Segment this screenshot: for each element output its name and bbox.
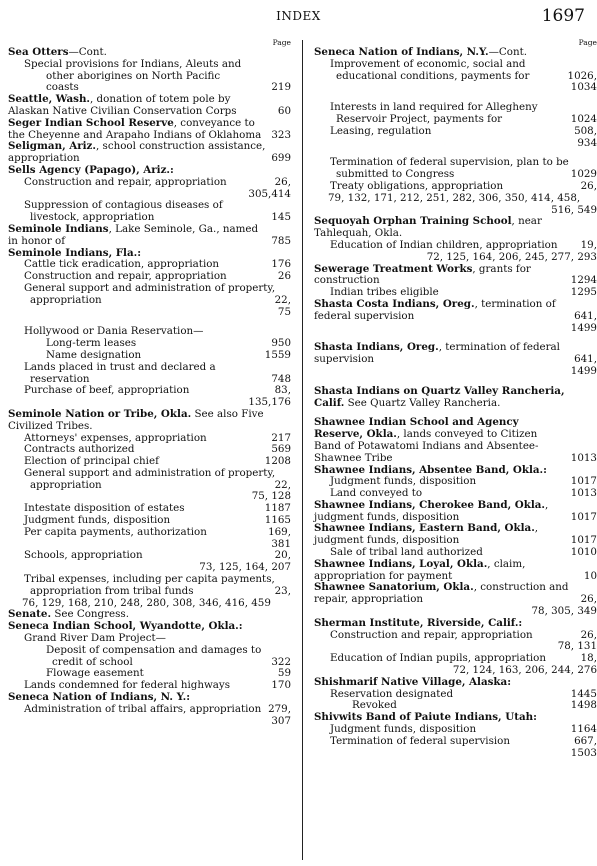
entry-text: [314, 582, 577, 606]
entry-heading: Sea Otters: [8, 46, 69, 58]
entry-page-ref: 135,176: [248, 396, 291, 409]
entry-description: , Lake Seminole, Ga., named in honor of: [8, 222, 259, 247]
entry-description: Long-term leases: [46, 337, 137, 350]
entry-page-ref: 1498: [570, 699, 597, 712]
entry-heading: Shasta Costa Indians, Oreg.: [314, 297, 475, 310]
entry-page-ref: 1445: [570, 687, 597, 700]
index-entry: [314, 748, 597, 760]
entry-description: General support and administration of property, appropriation: [24, 281, 276, 306]
entry-heading: Seneca Indian School, Wyandotte, Okla.:: [8, 620, 243, 633]
index-entry: [8, 94, 291, 118]
index-entry: [8, 527, 291, 539]
entry-description: Construction and repair, appropriation: [24, 270, 227, 283]
entry-description: coasts: [46, 81, 79, 94]
index-entry: [314, 126, 597, 138]
entry-description: Intestate disposition of estates: [24, 502, 185, 515]
index-entry: [314, 82, 597, 94]
entry-description: Lands placed in trust and declared a reservation: [24, 360, 216, 385]
entry-description: Termination of federal supervision, plan to be submitted to Congress: [330, 156, 569, 181]
entry-heading: Shawnee Indians, Eastern Band, Okla.: [314, 522, 535, 535]
entry-description: , construction and repair, appropriation: [314, 581, 569, 606]
entry-text: [24, 175, 277, 189]
entry-text: [24, 702, 270, 716]
index-entry: [314, 193, 597, 205]
entry-description: Sale of tribal land authorized: [330, 546, 483, 559]
entry-description: Lands condemned for federal highways: [24, 679, 231, 692]
entry-description: Leasing, regulation: [330, 124, 432, 137]
index-entry: [8, 409, 291, 433]
entry-description: Election of principal chief: [24, 455, 159, 468]
entry-description: 79, 132, 171, 212, 251, 282, 306, 350, 414, 458,: [328, 191, 581, 204]
entry-description: Improvement of economic, social and educational conditions, payments for: [330, 57, 530, 82]
index-entry: [8, 362, 291, 386]
index-entry: [314, 299, 597, 323]
entry-page-ref: 950: [271, 337, 291, 350]
index-entry: [8, 118, 291, 142]
entry-heading: Shawnee Indians, Absentee Band, Okla.:: [314, 463, 547, 476]
entry-description: , near Tahlequah, Okla.: [314, 215, 542, 240]
entry-page-ref: 72, 125, 164, 206, 245, 277, 293: [426, 250, 597, 263]
entry-heading: Shawnee Sanatorium, Okla.: [314, 581, 474, 594]
entry-text: [330, 101, 573, 126]
index-entry: [8, 177, 291, 189]
entry-description: , school construction assistance, appropriation: [8, 140, 266, 165]
entry-description: 76, 129, 168, 210, 248, 280, 308, 346, 416, 459: [22, 596, 271, 609]
entry-description: Hollywood or Dania Reservation—: [24, 325, 204, 338]
entry-page-ref: 1024: [570, 112, 597, 125]
index-entry: [314, 59, 597, 83]
entry-heading: Sequoyah Orphan Training School: [314, 215, 512, 228]
entry-page-ref: 26,: [580, 593, 597, 606]
entry-text: [8, 224, 267, 248]
entry-description: Special provisions for Indians, Aleuts and: [24, 57, 242, 70]
entry-description: See also Five Civilized Tribes.: [8, 407, 264, 432]
entry-text: [46, 69, 287, 83]
index-entry: [314, 523, 597, 547]
entry-description: , claim, appropriation for payment: [314, 557, 526, 582]
entry-text: [24, 466, 277, 492]
entry-text: [314, 417, 567, 464]
entry-page-ref: 26: [277, 270, 291, 283]
index-entry: [314, 157, 597, 181]
entry-page-ref: 59: [277, 667, 291, 680]
entry-text: [314, 500, 567, 524]
entry-page-ref: 145: [271, 211, 291, 224]
index-entry: [314, 264, 597, 288]
entry-page-ref: 26,: [580, 628, 597, 641]
entry-description: —Cont.: [488, 46, 528, 58]
entry-page-ref: 1013: [570, 487, 597, 500]
entry-page-ref: 1010: [570, 546, 597, 559]
entry-text: [330, 156, 573, 181]
index-entry: [8, 224, 291, 248]
entry-page-ref: 1187: [264, 502, 291, 515]
entry-page-ref: 1164: [570, 723, 597, 736]
index-entry: [314, 736, 597, 748]
entry-description: Contracts authorized: [24, 443, 135, 456]
entry-page-ref: 785: [271, 234, 291, 247]
index-entry: [314, 366, 597, 378]
entry-page-ref: 699: [271, 152, 291, 165]
entry-page-ref: 26,: [580, 179, 597, 192]
entry-description: , grants for construction: [314, 262, 531, 287]
entry-page-ref: 78, 305, 349: [531, 605, 597, 618]
index-entry: [314, 216, 597, 240]
entry-heading: Shasta Indians, Oreg.: [314, 341, 439, 354]
index-entry: [314, 500, 597, 524]
entry-page-ref: 1165: [264, 514, 291, 527]
index-entry: [8, 574, 291, 598]
entry-text: [330, 734, 576, 748]
entry-page-ref: 1026,: [567, 69, 597, 82]
entry-page-ref: 26,: [274, 175, 291, 188]
index-entry: [8, 704, 291, 716]
entry-page-ref: 83,: [274, 384, 291, 397]
entry-page-ref: 667,: [574, 734, 597, 747]
entry-page-ref: 1013: [570, 451, 597, 464]
entry-description: Grand River Dam Project—: [24, 632, 166, 645]
entry-description: Judgment funds, disposition: [330, 723, 477, 736]
index-entry: [314, 417, 597, 464]
entry-page-ref: 18,: [580, 652, 597, 665]
entry-page-ref: 22,: [274, 293, 291, 306]
index-entry: [8, 141, 291, 165]
entry-page-ref: 934: [577, 136, 597, 149]
entry-page-ref: 60: [277, 104, 291, 117]
entry-page-ref: 305,414: [248, 187, 291, 200]
entry-page-ref: 1017: [570, 534, 597, 547]
entry-heading: Seminole Indians, Fla.:: [8, 246, 142, 259]
entry-description: Interests in land required for Allegheny Reservoir Project, payments for: [330, 101, 538, 125]
entry-description: Cattle tick eradication, appropriation: [24, 258, 220, 271]
entry-description: Administration of tribal affairs, appropriation: [24, 702, 262, 715]
entry-description: Construction and repair, appropriation: [24, 175, 227, 188]
entry-page-ref: 22,: [274, 478, 291, 491]
entry-text: [314, 342, 570, 366]
entry-description: Reservation designated: [330, 687, 454, 700]
entry-description: Tribal expenses, including per capita payments, appropriation from tribal funds: [24, 573, 275, 597]
entry-page-ref: 1029: [570, 168, 597, 181]
entry-description: Suppression of contagious diseases of livestock, appropriation: [24, 199, 223, 224]
entry-page-ref: 19,: [580, 238, 597, 251]
entry-text: [314, 216, 593, 240]
entry-page-ref: 72, 124, 163, 206, 244, 276: [452, 664, 597, 677]
index-entry: [314, 559, 597, 583]
index-entry: [314, 630, 597, 642]
entry-text: [46, 643, 273, 669]
entry-description: Termination of federal supervision: [330, 734, 510, 747]
entry-heading: Sewerage Treatment Works: [314, 262, 473, 275]
entry-page-ref: 169,: [268, 525, 291, 538]
entry-description: Deposit of compensation and damages to credit of school: [46, 643, 262, 668]
entry-text: [8, 118, 267, 142]
entry-description: Education of Indian pupils, appropriation: [330, 652, 546, 665]
entry-page-ref: 516, 549: [551, 203, 597, 216]
entry-page-ref: 1034: [570, 81, 597, 94]
entry-description: See Congress.: [51, 608, 129, 621]
entry-description: , lands conveyed to Citizen Band of Potawatomi Indians and Absentee-Shawnee Tribe: [314, 428, 539, 464]
index-entry: [314, 323, 597, 335]
entry-description: , termination of federal supervision: [314, 341, 560, 366]
index-entry: [314, 240, 597, 252]
entry-page-ref: 78, 131: [557, 640, 597, 653]
index-column-left: [8, 38, 291, 727]
entry-text: [24, 573, 277, 598]
entry-text: [314, 559, 580, 583]
entry-text: [314, 264, 567, 288]
index-entry: [8, 307, 291, 319]
entry-page-ref: 322: [271, 655, 291, 668]
entry-heading: Senate.: [8, 608, 52, 621]
entry-page-ref: 10: [583, 569, 597, 582]
index-entry: [8, 716, 291, 728]
entry-heading: Shivwits Band of Paiute Indians, Utah:: [314, 711, 537, 724]
entry-text: [330, 628, 583, 642]
entry-description: Name designation: [46, 348, 142, 361]
entry-description: , termination of federal supervision: [314, 297, 556, 322]
entry-heading: Seneca Nation of Indians, N.Y.: [314, 46, 489, 58]
entry-page-ref: 217: [271, 431, 291, 444]
entry-page-ref: 1295: [570, 286, 597, 299]
entry-page-ref: 569: [271, 443, 291, 456]
entry-description: Revoked: [352, 699, 397, 712]
index-entry: [314, 138, 597, 150]
entry-description: other aborigines on North Pacific: [46, 69, 221, 82]
entry-page-ref: 1503: [570, 746, 597, 759]
page-header: [0, 6, 597, 28]
entry-description: , judgment funds, disposition: [314, 522, 539, 547]
entry-page-ref: 748: [271, 372, 291, 385]
column-divider: [302, 40, 303, 860]
entry-text: [8, 141, 267, 165]
entry-description: —Cont.: [68, 46, 107, 58]
index-entry: [8, 200, 291, 224]
entry-page-ref: 1499: [570, 321, 597, 334]
entry-page-ref: 641,: [574, 309, 597, 322]
entry-page-ref: 307: [271, 714, 291, 727]
entry-heading: Shawnee Indians, Loyal, Okla.: [314, 557, 488, 570]
page-column-label: Page: [272, 38, 291, 47]
index-column-right: [314, 38, 597, 759]
entry-heading: Seminole Indians: [8, 222, 109, 235]
entry-description: Construction and repair, appropriation: [330, 628, 533, 641]
entry-heading: Sherman Institute, Riverside, Calif.:: [314, 616, 523, 629]
index-entry: [8, 468, 291, 492]
entry-page-ref: 176: [271, 258, 291, 271]
entry-text: [330, 124, 576, 138]
entry-text: [314, 386, 593, 410]
entry-text: [24, 360, 273, 386]
index-entry: [314, 102, 597, 126]
entry-heading: Seneca Nation of Indians, N. Y.:: [8, 691, 190, 704]
entry-description: Land conveyed to: [330, 487, 423, 500]
entry-page-ref: 1017: [570, 510, 597, 523]
entry-description: Schools, appropriation: [24, 549, 143, 562]
entry-description: Judgment funds, disposition: [330, 475, 477, 488]
entry-text: [328, 193, 593, 205]
entry-description: Per capita payments, authorization: [24, 525, 207, 538]
entry-page-ref: 1208: [264, 455, 291, 468]
entry-page-ref: 219: [271, 81, 291, 94]
index-entry: [8, 283, 291, 307]
entry-description: Purchase of beef, appropriation: [24, 384, 190, 397]
entry-page-ref: 170: [271, 679, 291, 692]
entry-text: [24, 199, 273, 224]
entry-description: Attorneys' expenses, appropriation: [24, 431, 207, 444]
entry-text: [8, 409, 287, 433]
entry-description: General support and administration of property, appropriation: [24, 466, 276, 491]
entry-text: [24, 384, 277, 397]
index-entry: [314, 386, 597, 410]
entry-text: [314, 523, 567, 547]
entry-text: [24, 281, 277, 307]
entry-text: [314, 299, 570, 323]
entry-text: [8, 94, 274, 118]
entry-heading: Shawnee Indian School and Agency Reserve, Okla.: [314, 416, 519, 441]
index-entry: [314, 342, 597, 366]
entry-page-ref: 23,: [274, 584, 291, 597]
entry-description: , donation of totem pole by Alaskan Native Civilian Conservation Corps: [8, 93, 237, 117]
entry-page-ref: 1017: [570, 475, 597, 488]
entry-description: , conveyance to the Cheyenne and Arapaho Indians of Oklahoma: [8, 116, 262, 141]
entry-heading: Seminole Nation or Tribe, Okla.: [8, 407, 192, 420]
entry-description: Treaty obligations, appropriation: [330, 179, 504, 192]
entry-page-ref: 508,: [574, 124, 597, 137]
entry-page-ref: 75: [277, 305, 291, 318]
page-column-label: Page: [578, 38, 597, 47]
entry-page-ref: 1559: [264, 348, 291, 361]
entry-page-ref: 381: [271, 537, 291, 550]
entry-heading: Shishmarif Native Village, Alaska:: [314, 675, 512, 688]
entry-heading: Shawnee Indians, Cherokee Band, Okla.: [314, 498, 546, 511]
index-entry: [314, 582, 597, 606]
entry-page-ref: 323: [271, 128, 291, 141]
entry-text: [330, 57, 570, 83]
index-entry: [8, 645, 291, 669]
entry-page-ref: 75, 128: [251, 490, 291, 503]
entry-page-ref: 20,: [274, 549, 291, 562]
entry-description: , judgment funds, disposition: [314, 498, 549, 523]
entry-text: [330, 238, 583, 252]
entry-heading: Seger Indian School Reserve: [8, 116, 174, 129]
entry-description: Indian tribes eligible: [330, 286, 439, 299]
entry-heading: Seattle, Wash.: [8, 93, 91, 106]
entry-page-ref: 73, 125, 164, 207: [199, 561, 291, 574]
entry-page-ref: 279,: [268, 702, 291, 715]
entry-description: See Quartz Valley Rancheria.: [344, 396, 501, 409]
entry-heading: Seligman, Ariz.: [8, 140, 96, 153]
entry-heading: Shasta Indians on Quartz Valley Rancheria, Calif.: [314, 384, 565, 409]
page-number: 1697: [541, 6, 585, 26]
entry-description: Education of Indian children, appropriation: [330, 238, 558, 251]
entry-description: Flowage easement: [46, 667, 144, 680]
page-title: INDEX: [276, 9, 321, 23]
entry-page-ref: 1294: [570, 274, 597, 287]
entry-description: Judgment funds, disposition: [24, 514, 171, 527]
entry-page-ref: 641,: [574, 353, 597, 366]
entry-heading: Sells Agency (Papago), Ariz.:: [8, 163, 174, 176]
entry-text: [24, 525, 270, 539]
entry-page-ref: 1499: [570, 364, 597, 377]
